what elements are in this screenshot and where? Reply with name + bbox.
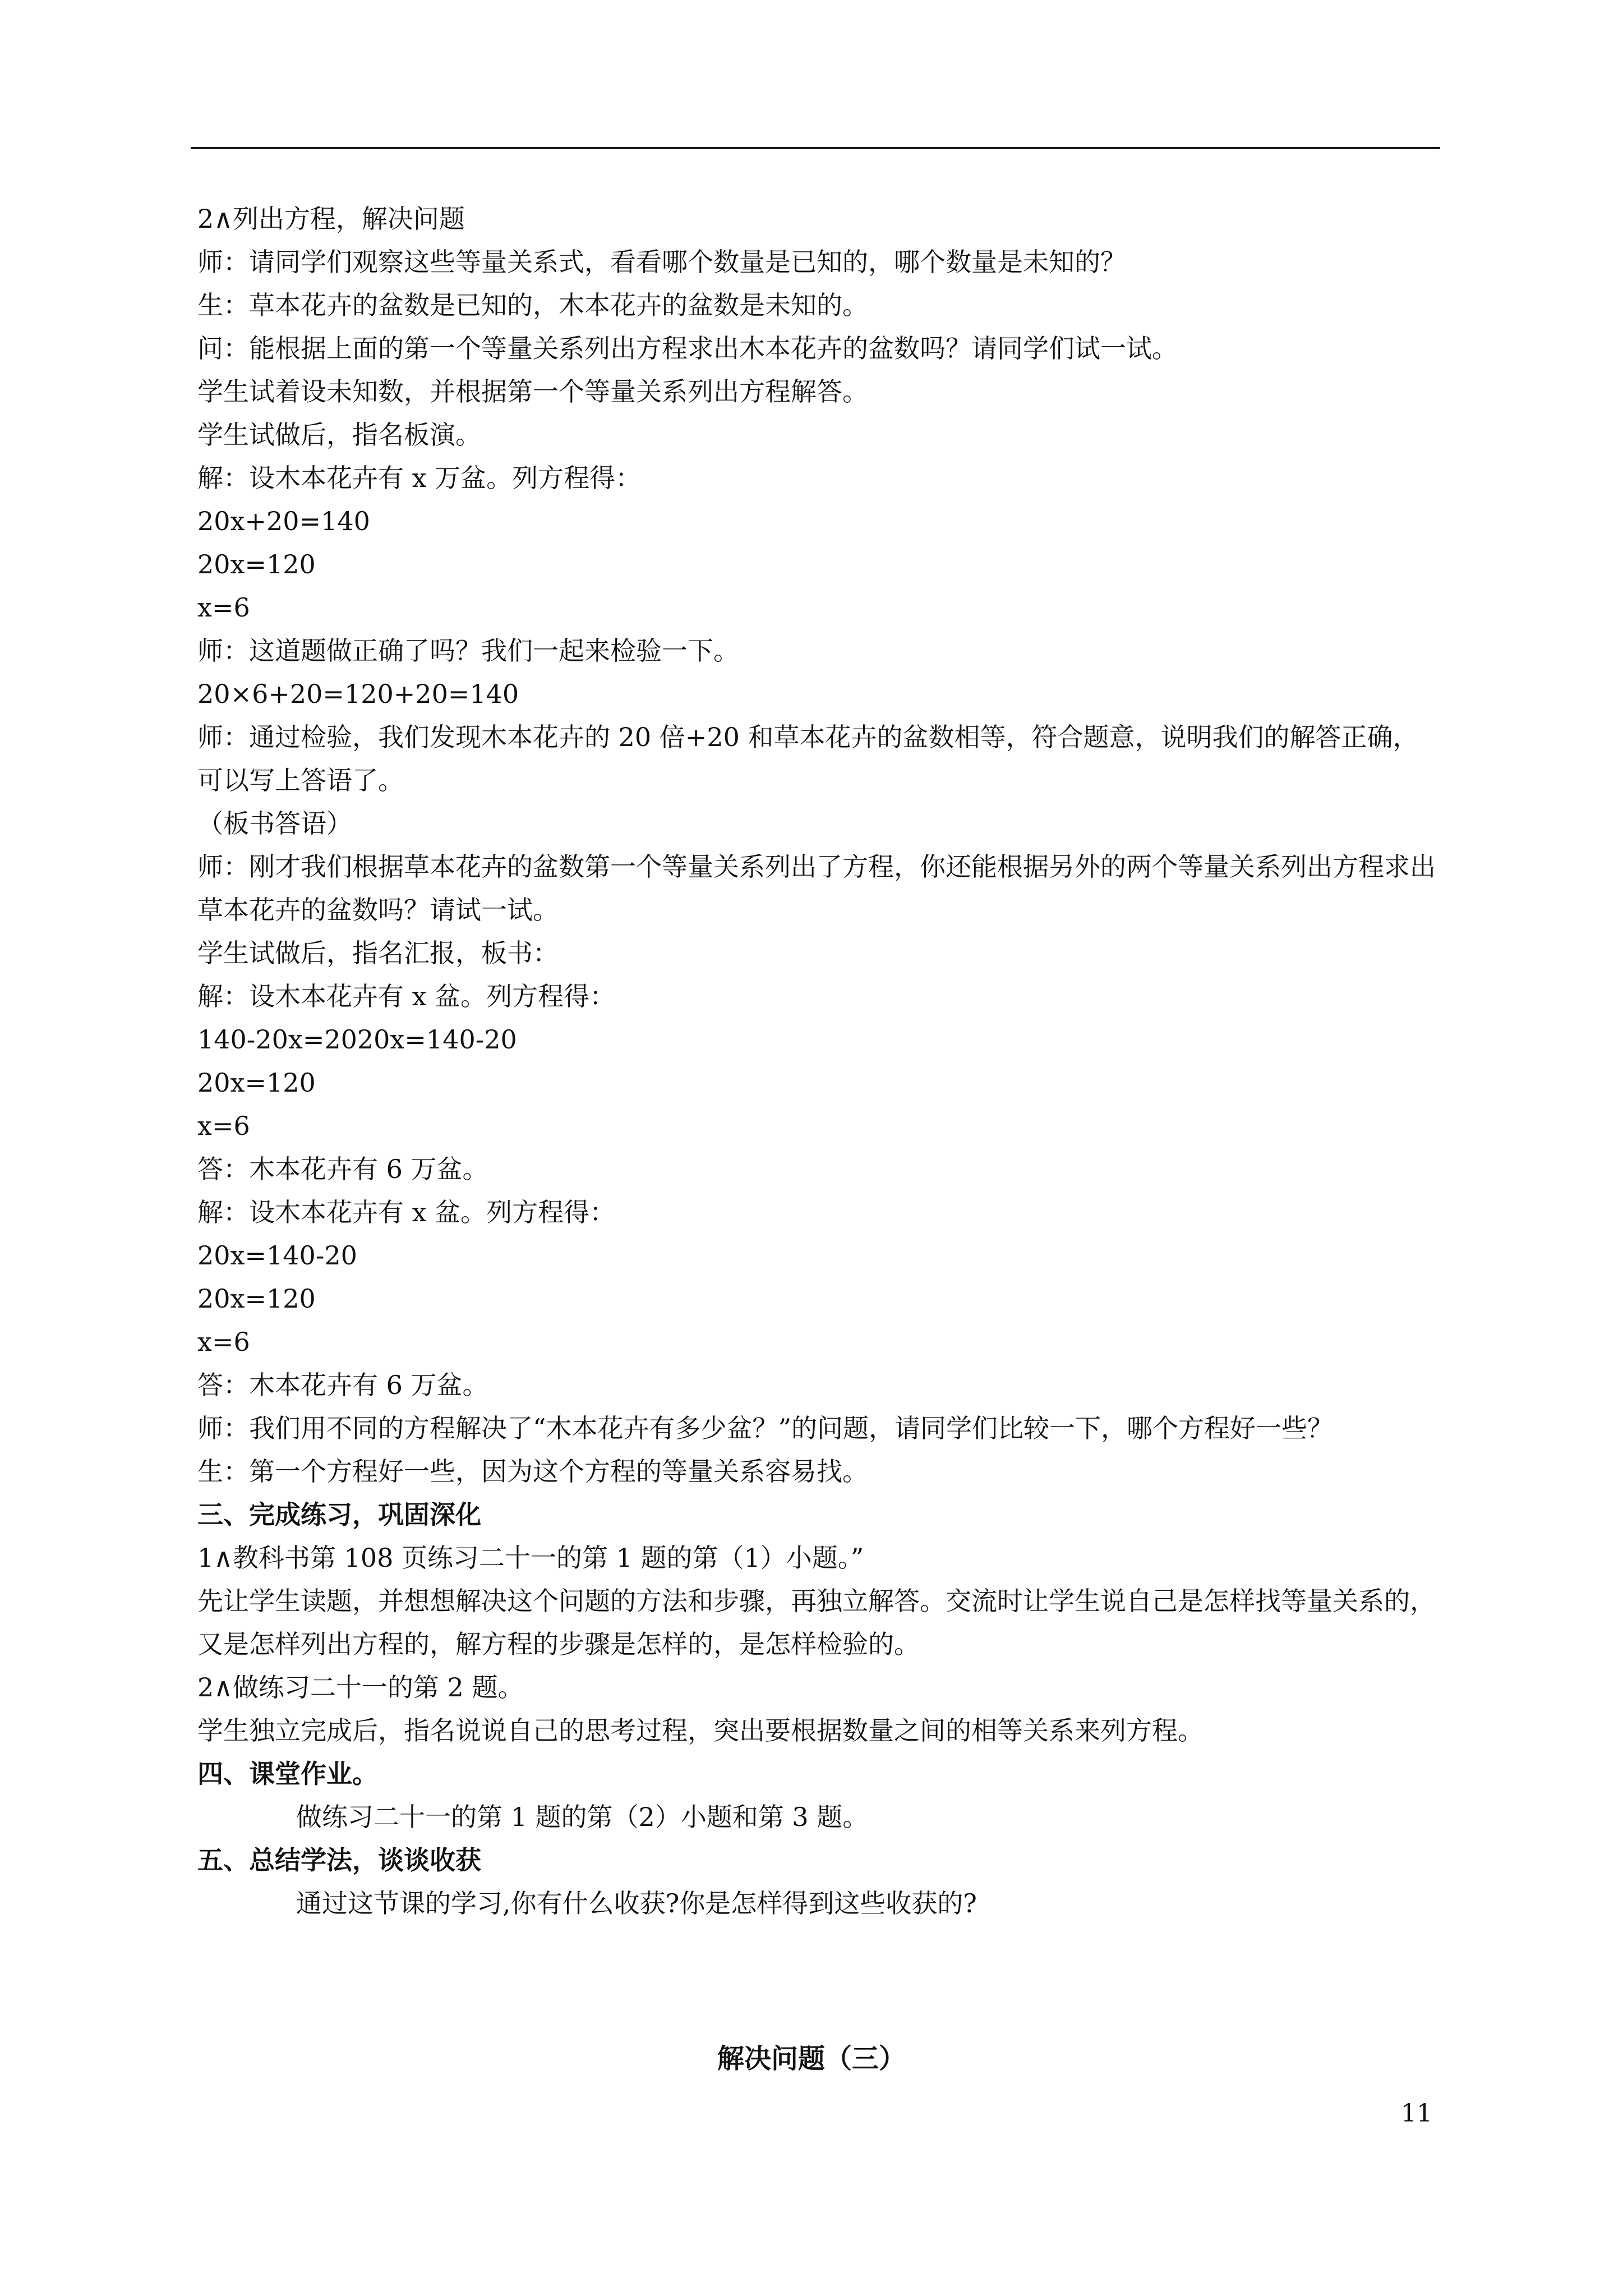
text-line: 20x=120 [197,1068,316,1098]
section-heading: 四、课堂作业。 [197,1759,378,1789]
text-line: x=6 [197,592,250,623]
text-line: 师：刚才我们根据草本花卉的盆数第一个等量关系列出了方程，你还能根据另外的两个等量关系列出方程求出草本花卉的盆数吗？请试一试。 [197,852,1436,925]
text-line: 生：草本花卉的盆数是已知的，木本花卉的盆数是未知的。 [197,290,868,320]
text-line: 20x+20=140 [197,506,370,536]
text-line: 20x=140-20 [197,1240,357,1271]
text-line: （板书答语） [197,808,352,839]
text-line: x=6 [197,1327,250,1357]
text-line: 做练习二十一的第 1 题的第（2）小题和第 3 题。 [296,1802,869,1832]
text-line: 师：这道题做正确了吗？我们一起来检验一下。 [197,636,739,666]
text-line: 解：设木本花卉有 x 万盆。列方程得： [197,463,642,493]
text-line: 20×6+20=120+20=140 [197,679,519,709]
text-line: 20x=120 [197,1283,316,1314]
document-body [197,197,1437,1925]
text-line: 解：设木本花卉有 x 盆。列方程得： [197,981,616,1011]
text-line: 答：木本花卉有 6 万盆。 [197,1370,488,1400]
text-line: 20x=120 [197,549,316,579]
text-line: 学生试做后，指名汇报，板书： [197,938,559,968]
text-line: 解：设木本花卉有 x 盆。列方程得： [197,1197,616,1227]
text-line: 生：第一个方程好一些，因为这个方程的等量关系容易找。 [197,1456,868,1487]
text-line: 答：木本花卉有 6 万盆。 [197,1154,488,1184]
header-rule [191,147,1440,149]
page-number: 11 [1401,2099,1432,2128]
section-title: 解决问题（三） [717,2043,906,2074]
text-line: 师：我们用不同的方程解决了“木本花卉有多少盆？”的问题，请同学们比较一下，哪个方程好一些？ [197,1413,1334,1443]
text-line: 2∧做练习二十一的第 2 题。 [197,1672,524,1703]
text-line: 140-20x=2020x=140-20 [197,1024,517,1055]
text-line: 1∧教科书第 108 页练习二十一的第 1 题的第（1）小题。” [197,1543,864,1573]
text-line: 学生独立完成后，指名说说自己的思考过程，突出要根据数量之间的相等关系来列方程。 [197,1715,1204,1746]
text-line: 师：请同学们观察这些等量关系式，看看哪个数量是已知的，哪个数量是未知的？ [197,247,1126,277]
section-heading: 五、总结学法，谈谈收获 [197,1845,481,1875]
text-line: 学生试做后，指名板演。 [197,420,481,450]
text-line: 学生试着设未知数，并根据第一个等量关系列出方程解答。 [197,376,868,407]
text-line: 通过这节课的学习,你有什么收获?你是怎样得到这些收获的? [296,1888,977,1918]
text-line: 师：通过检验，我们发现木本花卉的 20 倍+20 和草本花卉的盆数相等，符合题意，说明我们的解答正确，可以写上答语了。 [197,722,1419,795]
section-heading: 三、完成练习，巩固深化 [197,1499,481,1530]
text-line: x=6 [197,1111,250,1141]
text-line: 2∧列出方程，解决问题 [197,204,465,234]
text-line: 先让学生读题，并想想解决这个问题的方法和步骤，再独立解答。交流时让学生说自己是怎样找等量关系的，又是怎样列出方程的，解方程的步骤是怎样的，是怎样检验的。 [197,1586,1436,1659]
text-line: 问：能根据上面的第一个等量关系列出方程求出木本花卉的盆数吗？请同学们试一试。 [197,333,1178,364]
